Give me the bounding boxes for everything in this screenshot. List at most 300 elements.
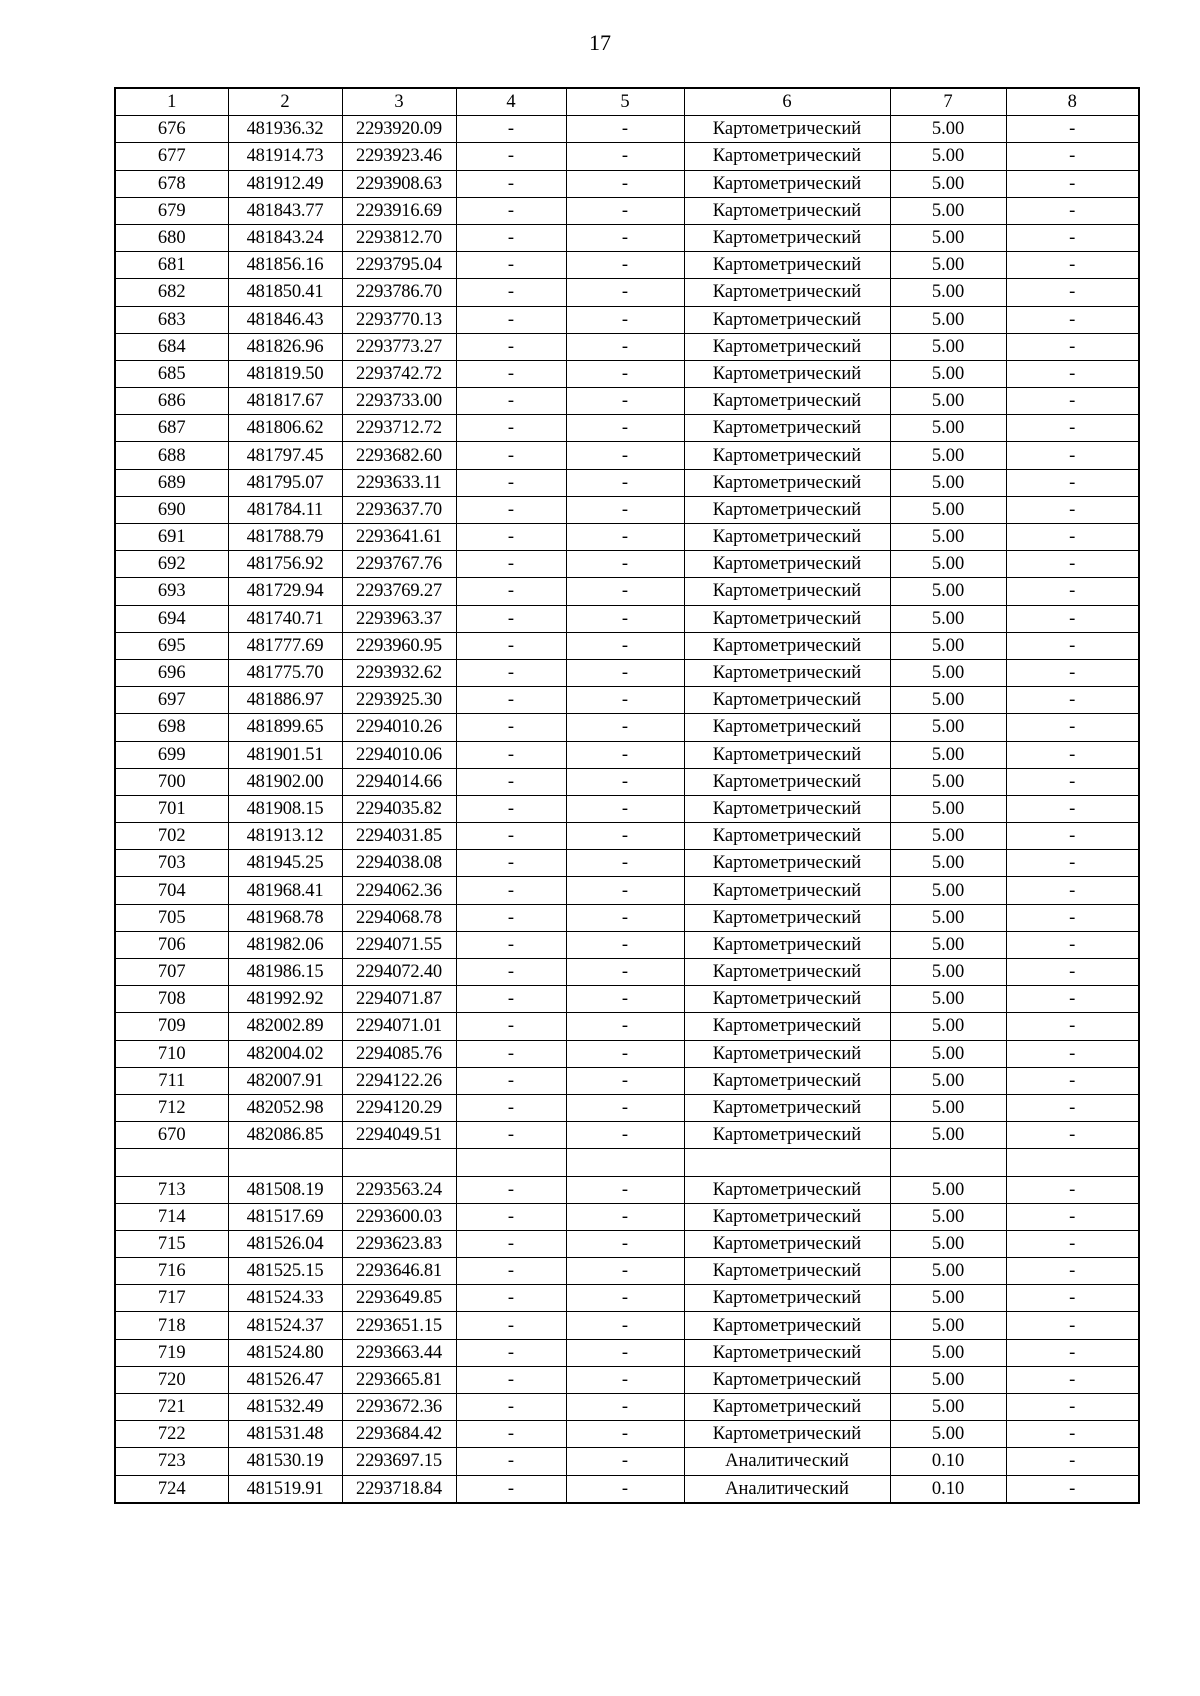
y-coordinate-cell: 2293651.15 xyxy=(342,1312,456,1339)
y-coordinate-cell: 2294122.26 xyxy=(342,1067,456,1094)
x-coordinate-cell: 481526.47 xyxy=(228,1366,342,1393)
y-coordinate-cell: 2293682.60 xyxy=(342,442,456,469)
point-number-cell: 697 xyxy=(115,687,228,714)
x-coordinate-cell: 481788.79 xyxy=(228,524,342,551)
table-row xyxy=(115,1013,1139,1040)
column-5-cell: - xyxy=(566,1394,684,1421)
accuracy-cell: 5.00 xyxy=(890,306,1006,333)
column-8-cell: - xyxy=(1006,360,1139,387)
method-cell: Картометрический xyxy=(684,116,890,143)
column-5-cell: - xyxy=(566,877,684,904)
method-cell: Картометрический xyxy=(684,1394,890,1421)
column-4-cell: - xyxy=(456,1122,566,1149)
method-cell: Картометрический xyxy=(684,1067,890,1094)
x-coordinate-cell: 482007.91 xyxy=(228,1067,342,1094)
column-8-cell: - xyxy=(1006,1230,1139,1257)
point-number-cell: 711 xyxy=(115,1067,228,1094)
column-8-cell: - xyxy=(1006,1040,1139,1067)
column-8-cell: - xyxy=(1006,741,1139,768)
table-row xyxy=(115,1448,1139,1475)
column-5-cell: - xyxy=(566,333,684,360)
x-coordinate-cell: 481740.71 xyxy=(228,605,342,632)
column-4-cell: - xyxy=(456,551,566,578)
column-4-cell: - xyxy=(456,986,566,1013)
column-8-cell: - xyxy=(1006,388,1139,415)
x-coordinate-cell: 481886.97 xyxy=(228,687,342,714)
column-5-cell: - xyxy=(566,850,684,877)
point-number-cell: 695 xyxy=(115,632,228,659)
column-4-cell: - xyxy=(456,496,566,523)
column-8-cell: - xyxy=(1006,1067,1139,1094)
accuracy-cell xyxy=(890,1149,1006,1176)
point-number-cell: 678 xyxy=(115,170,228,197)
point-number-cell xyxy=(115,1149,228,1176)
accuracy-cell: 5.00 xyxy=(890,551,1006,578)
table-row xyxy=(115,360,1139,387)
accuracy-cell: 5.00 xyxy=(890,986,1006,1013)
column-5-cell: - xyxy=(566,360,684,387)
column-4-cell: - xyxy=(456,1285,566,1312)
x-coordinate-cell: 481968.41 xyxy=(228,877,342,904)
y-coordinate-cell: 2294062.36 xyxy=(342,877,456,904)
column-8-cell: - xyxy=(1006,1258,1139,1285)
column-5-cell: - xyxy=(566,524,684,551)
x-coordinate-cell: 481729.94 xyxy=(228,578,342,605)
y-coordinate-cell: 2294049.51 xyxy=(342,1122,456,1149)
x-coordinate-cell: 481968.78 xyxy=(228,904,342,931)
column-4-cell: - xyxy=(456,306,566,333)
column-4-cell: - xyxy=(456,279,566,306)
column-5-cell: - xyxy=(566,1013,684,1040)
column-4-cell: - xyxy=(456,1258,566,1285)
column-header-5: 5 xyxy=(566,88,684,116)
y-coordinate-cell: 2293920.09 xyxy=(342,116,456,143)
x-coordinate-cell: 482004.02 xyxy=(228,1040,342,1067)
column-5-cell: - xyxy=(566,1448,684,1475)
column-4-cell: - xyxy=(456,714,566,741)
column-5-cell: - xyxy=(566,496,684,523)
x-coordinate-cell: 481908.15 xyxy=(228,795,342,822)
column-5-cell: - xyxy=(566,415,684,442)
table-row xyxy=(115,741,1139,768)
x-coordinate-cell: 481850.41 xyxy=(228,279,342,306)
table-row xyxy=(115,795,1139,822)
column-5-cell: - xyxy=(566,1040,684,1067)
point-number-cell: 682 xyxy=(115,279,228,306)
column-4-cell: - xyxy=(456,197,566,224)
point-number-cell: 702 xyxy=(115,823,228,850)
point-number-cell: 723 xyxy=(115,1448,228,1475)
table-row xyxy=(115,388,1139,415)
point-number-cell: 683 xyxy=(115,306,228,333)
accuracy-cell: 5.00 xyxy=(890,659,1006,686)
column-8-cell: - xyxy=(1006,823,1139,850)
column-4-cell: - xyxy=(456,1067,566,1094)
accuracy-cell: 5.00 xyxy=(890,1176,1006,1203)
accuracy-cell: 5.00 xyxy=(890,116,1006,143)
y-coordinate-cell: 2293712.72 xyxy=(342,415,456,442)
x-coordinate-cell: 481945.25 xyxy=(228,850,342,877)
table-row xyxy=(115,1475,1139,1503)
y-coordinate-cell: 2294010.06 xyxy=(342,741,456,768)
x-coordinate-cell: 481912.49 xyxy=(228,170,342,197)
method-cell: Картометрический xyxy=(684,469,890,496)
column-8-cell: - xyxy=(1006,714,1139,741)
column-8-cell: - xyxy=(1006,496,1139,523)
x-coordinate-cell: 481775.70 xyxy=(228,659,342,686)
accuracy-cell: 5.00 xyxy=(890,197,1006,224)
column-8-cell: - xyxy=(1006,1394,1139,1421)
column-4-cell: - xyxy=(456,823,566,850)
table-row xyxy=(115,415,1139,442)
method-cell: Картометрический xyxy=(684,197,890,224)
accuracy-cell: 5.00 xyxy=(890,1040,1006,1067)
column-header-3: 3 xyxy=(342,88,456,116)
accuracy-cell: 5.00 xyxy=(890,1421,1006,1448)
x-coordinate-cell: 481526.04 xyxy=(228,1230,342,1257)
accuracy-cell: 5.00 xyxy=(890,524,1006,551)
point-number-cell: 722 xyxy=(115,1421,228,1448)
column-5-cell: - xyxy=(566,279,684,306)
column-header-4: 4 xyxy=(456,88,566,116)
x-coordinate-cell: 481992.92 xyxy=(228,986,342,1013)
column-5-cell: - xyxy=(566,741,684,768)
accuracy-cell: 5.00 xyxy=(890,1122,1006,1149)
y-coordinate-cell: 2293812.70 xyxy=(342,224,456,251)
x-coordinate-cell xyxy=(228,1149,342,1176)
method-cell: Картометрический xyxy=(684,1122,890,1149)
x-coordinate-cell: 481902.00 xyxy=(228,768,342,795)
point-number-cell: 687 xyxy=(115,415,228,442)
x-coordinate-cell: 481986.15 xyxy=(228,959,342,986)
table-row xyxy=(115,1421,1139,1448)
column-5-cell: - xyxy=(566,605,684,632)
column-5-cell: - xyxy=(566,1176,684,1203)
x-coordinate-cell: 481806.62 xyxy=(228,415,342,442)
y-coordinate-cell: 2294085.76 xyxy=(342,1040,456,1067)
x-coordinate-cell: 481817.67 xyxy=(228,388,342,415)
point-number-cell: 694 xyxy=(115,605,228,632)
x-coordinate-cell: 481519.91 xyxy=(228,1475,342,1503)
column-8-cell: - xyxy=(1006,578,1139,605)
x-coordinate-cell: 481846.43 xyxy=(228,306,342,333)
table-row xyxy=(115,959,1139,986)
accuracy-cell: 5.00 xyxy=(890,632,1006,659)
column-4-cell xyxy=(456,1149,566,1176)
column-8-cell: - xyxy=(1006,1421,1139,1448)
accuracy-cell: 5.00 xyxy=(890,1312,1006,1339)
point-number-cell: 714 xyxy=(115,1203,228,1230)
point-number-cell: 692 xyxy=(115,551,228,578)
table-row xyxy=(115,496,1139,523)
table-row xyxy=(115,197,1139,224)
column-4-cell: - xyxy=(456,415,566,442)
column-8-cell: - xyxy=(1006,1448,1139,1475)
accuracy-cell: 5.00 xyxy=(890,578,1006,605)
column-5-cell: - xyxy=(566,1312,684,1339)
table-row xyxy=(115,1176,1139,1203)
column-5-cell: - xyxy=(566,469,684,496)
method-cell: Картометрический xyxy=(684,1176,890,1203)
column-4-cell: - xyxy=(456,605,566,632)
column-4-cell: - xyxy=(456,931,566,958)
table-row xyxy=(115,252,1139,279)
column-5-cell: - xyxy=(566,714,684,741)
column-8-cell: - xyxy=(1006,795,1139,822)
y-coordinate-cell: 2293767.76 xyxy=(342,551,456,578)
x-coordinate-cell: 481901.51 xyxy=(228,741,342,768)
column-8-cell: - xyxy=(1006,306,1139,333)
y-coordinate-cell: 2293641.61 xyxy=(342,524,456,551)
accuracy-cell: 5.00 xyxy=(890,224,1006,251)
x-coordinate-cell: 481525.15 xyxy=(228,1258,342,1285)
accuracy-cell: 5.00 xyxy=(890,1366,1006,1393)
table-row xyxy=(115,306,1139,333)
table-body xyxy=(115,116,1139,1503)
x-coordinate-cell: 481508.19 xyxy=(228,1176,342,1203)
point-number-cell: 690 xyxy=(115,496,228,523)
point-number-cell: 717 xyxy=(115,1285,228,1312)
method-cell: Картометрический xyxy=(684,224,890,251)
column-8-cell: - xyxy=(1006,850,1139,877)
column-8-cell: - xyxy=(1006,959,1139,986)
method-cell: Картометрический xyxy=(684,741,890,768)
column-4-cell: - xyxy=(456,1040,566,1067)
table-row xyxy=(115,143,1139,170)
column-4-cell: - xyxy=(456,578,566,605)
table-row xyxy=(115,1339,1139,1366)
table-row xyxy=(115,333,1139,360)
accuracy-cell: 5.00 xyxy=(890,333,1006,360)
column-5-cell: - xyxy=(566,931,684,958)
method-cell: Картометрический xyxy=(684,904,890,931)
y-coordinate-cell: 2294120.29 xyxy=(342,1094,456,1121)
column-4-cell: - xyxy=(456,252,566,279)
y-coordinate-cell: 2293932.62 xyxy=(342,659,456,686)
method-cell: Картометрический xyxy=(684,1312,890,1339)
x-coordinate-cell: 481517.69 xyxy=(228,1203,342,1230)
accuracy-cell: 5.00 xyxy=(890,687,1006,714)
x-coordinate-cell: 481797.45 xyxy=(228,442,342,469)
y-coordinate-cell: 2293665.81 xyxy=(342,1366,456,1393)
method-cell: Картометрический xyxy=(684,850,890,877)
point-number-cell: 696 xyxy=(115,659,228,686)
method-cell: Картометрический xyxy=(684,578,890,605)
method-cell: Картометрический xyxy=(684,768,890,795)
column-8-cell: - xyxy=(1006,1285,1139,1312)
column-8-cell: - xyxy=(1006,1122,1139,1149)
x-coordinate-cell: 481914.73 xyxy=(228,143,342,170)
method-cell: Картометрический xyxy=(684,496,890,523)
method-cell: Картометрический xyxy=(684,143,890,170)
column-8-cell: - xyxy=(1006,904,1139,931)
column-5-cell: - xyxy=(566,1421,684,1448)
point-number-cell: 685 xyxy=(115,360,228,387)
column-4-cell: - xyxy=(456,469,566,496)
y-coordinate-cell: 2293742.72 xyxy=(342,360,456,387)
x-coordinate-cell: 481913.12 xyxy=(228,823,342,850)
table-row xyxy=(115,687,1139,714)
method-cell: Картометрический xyxy=(684,959,890,986)
accuracy-cell: 5.00 xyxy=(890,877,1006,904)
column-8-cell: - xyxy=(1006,768,1139,795)
y-coordinate-cell xyxy=(342,1149,456,1176)
method-cell: Картометрический xyxy=(684,986,890,1013)
table-row xyxy=(115,1040,1139,1067)
table-row xyxy=(115,279,1139,306)
method-cell: Картометрический xyxy=(684,524,890,551)
column-5-cell: - xyxy=(566,1258,684,1285)
column-5-cell: - xyxy=(566,1203,684,1230)
column-8-cell: - xyxy=(1006,1203,1139,1230)
column-5-cell: - xyxy=(566,170,684,197)
table-row xyxy=(115,1312,1139,1339)
y-coordinate-cell: 2293672.36 xyxy=(342,1394,456,1421)
column-8-cell: - xyxy=(1006,279,1139,306)
y-coordinate-cell: 2293960.95 xyxy=(342,632,456,659)
y-coordinate-cell: 2293563.24 xyxy=(342,1176,456,1203)
y-coordinate-cell: 2293908.63 xyxy=(342,170,456,197)
column-8-cell: - xyxy=(1006,524,1139,551)
accuracy-cell: 5.00 xyxy=(890,1094,1006,1121)
column-5-cell: - xyxy=(566,1230,684,1257)
table-row xyxy=(115,768,1139,795)
column-8-cell: - xyxy=(1006,659,1139,686)
point-number-cell: 677 xyxy=(115,143,228,170)
column-5-cell: - xyxy=(566,1475,684,1503)
point-number-cell: 724 xyxy=(115,1475,228,1503)
point-number-cell: 686 xyxy=(115,388,228,415)
accuracy-cell: 5.00 xyxy=(890,1285,1006,1312)
column-header-7: 7 xyxy=(890,88,1006,116)
column-4-cell: - xyxy=(456,1176,566,1203)
method-cell: Картометрический xyxy=(684,1339,890,1366)
accuracy-cell: 5.00 xyxy=(890,360,1006,387)
y-coordinate-cell: 2293697.15 xyxy=(342,1448,456,1475)
column-8-cell: - xyxy=(1006,1339,1139,1366)
table-row xyxy=(115,1067,1139,1094)
point-number-cell: 698 xyxy=(115,714,228,741)
column-5-cell: - xyxy=(566,116,684,143)
method-cell: Картометрический xyxy=(684,795,890,822)
accuracy-cell: 5.00 xyxy=(890,415,1006,442)
column-8-cell: - xyxy=(1006,551,1139,578)
y-coordinate-cell: 2293916.69 xyxy=(342,197,456,224)
point-number-cell: 688 xyxy=(115,442,228,469)
column-4-cell: - xyxy=(456,442,566,469)
x-coordinate-cell: 481843.24 xyxy=(228,224,342,251)
y-coordinate-cell: 2293718.84 xyxy=(342,1475,456,1503)
x-coordinate-cell: 481530.19 xyxy=(228,1448,342,1475)
column-8-cell: - xyxy=(1006,252,1139,279)
column-8-cell: - xyxy=(1006,877,1139,904)
x-coordinate-cell: 481826.96 xyxy=(228,333,342,360)
column-4-cell: - xyxy=(456,524,566,551)
y-coordinate-cell: 2293633.11 xyxy=(342,469,456,496)
y-coordinate-cell: 2294071.87 xyxy=(342,986,456,1013)
column-5-cell: - xyxy=(566,306,684,333)
column-4-cell: - xyxy=(456,333,566,360)
table-row xyxy=(115,605,1139,632)
point-number-cell: 700 xyxy=(115,768,228,795)
accuracy-cell: 5.00 xyxy=(890,1013,1006,1040)
column-4-cell: - xyxy=(456,1203,566,1230)
method-cell: Картометрический xyxy=(684,360,890,387)
column-4-cell: - xyxy=(456,170,566,197)
column-8-cell: - xyxy=(1006,687,1139,714)
method-cell: Картометрический xyxy=(684,252,890,279)
method-cell: Картометрический xyxy=(684,605,890,632)
accuracy-cell: 5.00 xyxy=(890,823,1006,850)
method-cell: Аналитический xyxy=(684,1475,890,1503)
column-5-cell: - xyxy=(566,1339,684,1366)
accuracy-cell: 0.10 xyxy=(890,1448,1006,1475)
column-4-cell: - xyxy=(456,1366,566,1393)
point-number-cell: 713 xyxy=(115,1176,228,1203)
y-coordinate-cell: 2294010.26 xyxy=(342,714,456,741)
column-8-cell: - xyxy=(1006,632,1139,659)
method-cell: Картометрический xyxy=(684,877,890,904)
accuracy-cell: 5.00 xyxy=(890,768,1006,795)
column-header-1: 1 xyxy=(115,88,228,116)
method-cell: Картометрический xyxy=(684,551,890,578)
method-cell: Картометрический xyxy=(684,388,890,415)
accuracy-cell: 5.00 xyxy=(890,469,1006,496)
column-5-cell: - xyxy=(566,551,684,578)
column-5-cell: - xyxy=(566,388,684,415)
column-8-cell: - xyxy=(1006,605,1139,632)
point-number-cell: 705 xyxy=(115,904,228,931)
table-row xyxy=(115,524,1139,551)
table-row xyxy=(115,904,1139,931)
point-number-cell: 701 xyxy=(115,795,228,822)
x-coordinate-cell: 482086.85 xyxy=(228,1122,342,1149)
method-cell: Картометрический xyxy=(684,1258,890,1285)
method-cell: Картометрический xyxy=(684,714,890,741)
column-4-cell: - xyxy=(456,1230,566,1257)
accuracy-cell: 5.00 xyxy=(890,170,1006,197)
method-cell: Картометрический xyxy=(684,442,890,469)
column-4-cell: - xyxy=(456,1421,566,1448)
point-number-cell: 676 xyxy=(115,116,228,143)
table-row xyxy=(115,1285,1139,1312)
table-row xyxy=(115,1366,1139,1393)
accuracy-cell: 5.00 xyxy=(890,1394,1006,1421)
table-row xyxy=(115,578,1139,605)
column-4-cell: - xyxy=(456,1013,566,1040)
point-number-cell: 684 xyxy=(115,333,228,360)
accuracy-cell: 5.00 xyxy=(890,605,1006,632)
column-4-cell: - xyxy=(456,1475,566,1503)
column-4-cell: - xyxy=(456,388,566,415)
column-8-cell: - xyxy=(1006,197,1139,224)
point-number-cell: 680 xyxy=(115,224,228,251)
column-5-cell xyxy=(566,1149,684,1176)
column-4-cell: - xyxy=(456,659,566,686)
point-number-cell: 710 xyxy=(115,1040,228,1067)
column-8-cell: - xyxy=(1006,442,1139,469)
column-8-cell: - xyxy=(1006,1475,1139,1503)
column-4-cell: - xyxy=(456,143,566,170)
table-row xyxy=(115,469,1139,496)
column-header-6: 6 xyxy=(684,88,890,116)
column-4-cell: - xyxy=(456,1448,566,1475)
method-cell: Картометрический xyxy=(684,415,890,442)
x-coordinate-cell: 481524.80 xyxy=(228,1339,342,1366)
point-number-cell: 721 xyxy=(115,1394,228,1421)
x-coordinate-cell: 481936.32 xyxy=(228,116,342,143)
column-5-cell: - xyxy=(566,632,684,659)
